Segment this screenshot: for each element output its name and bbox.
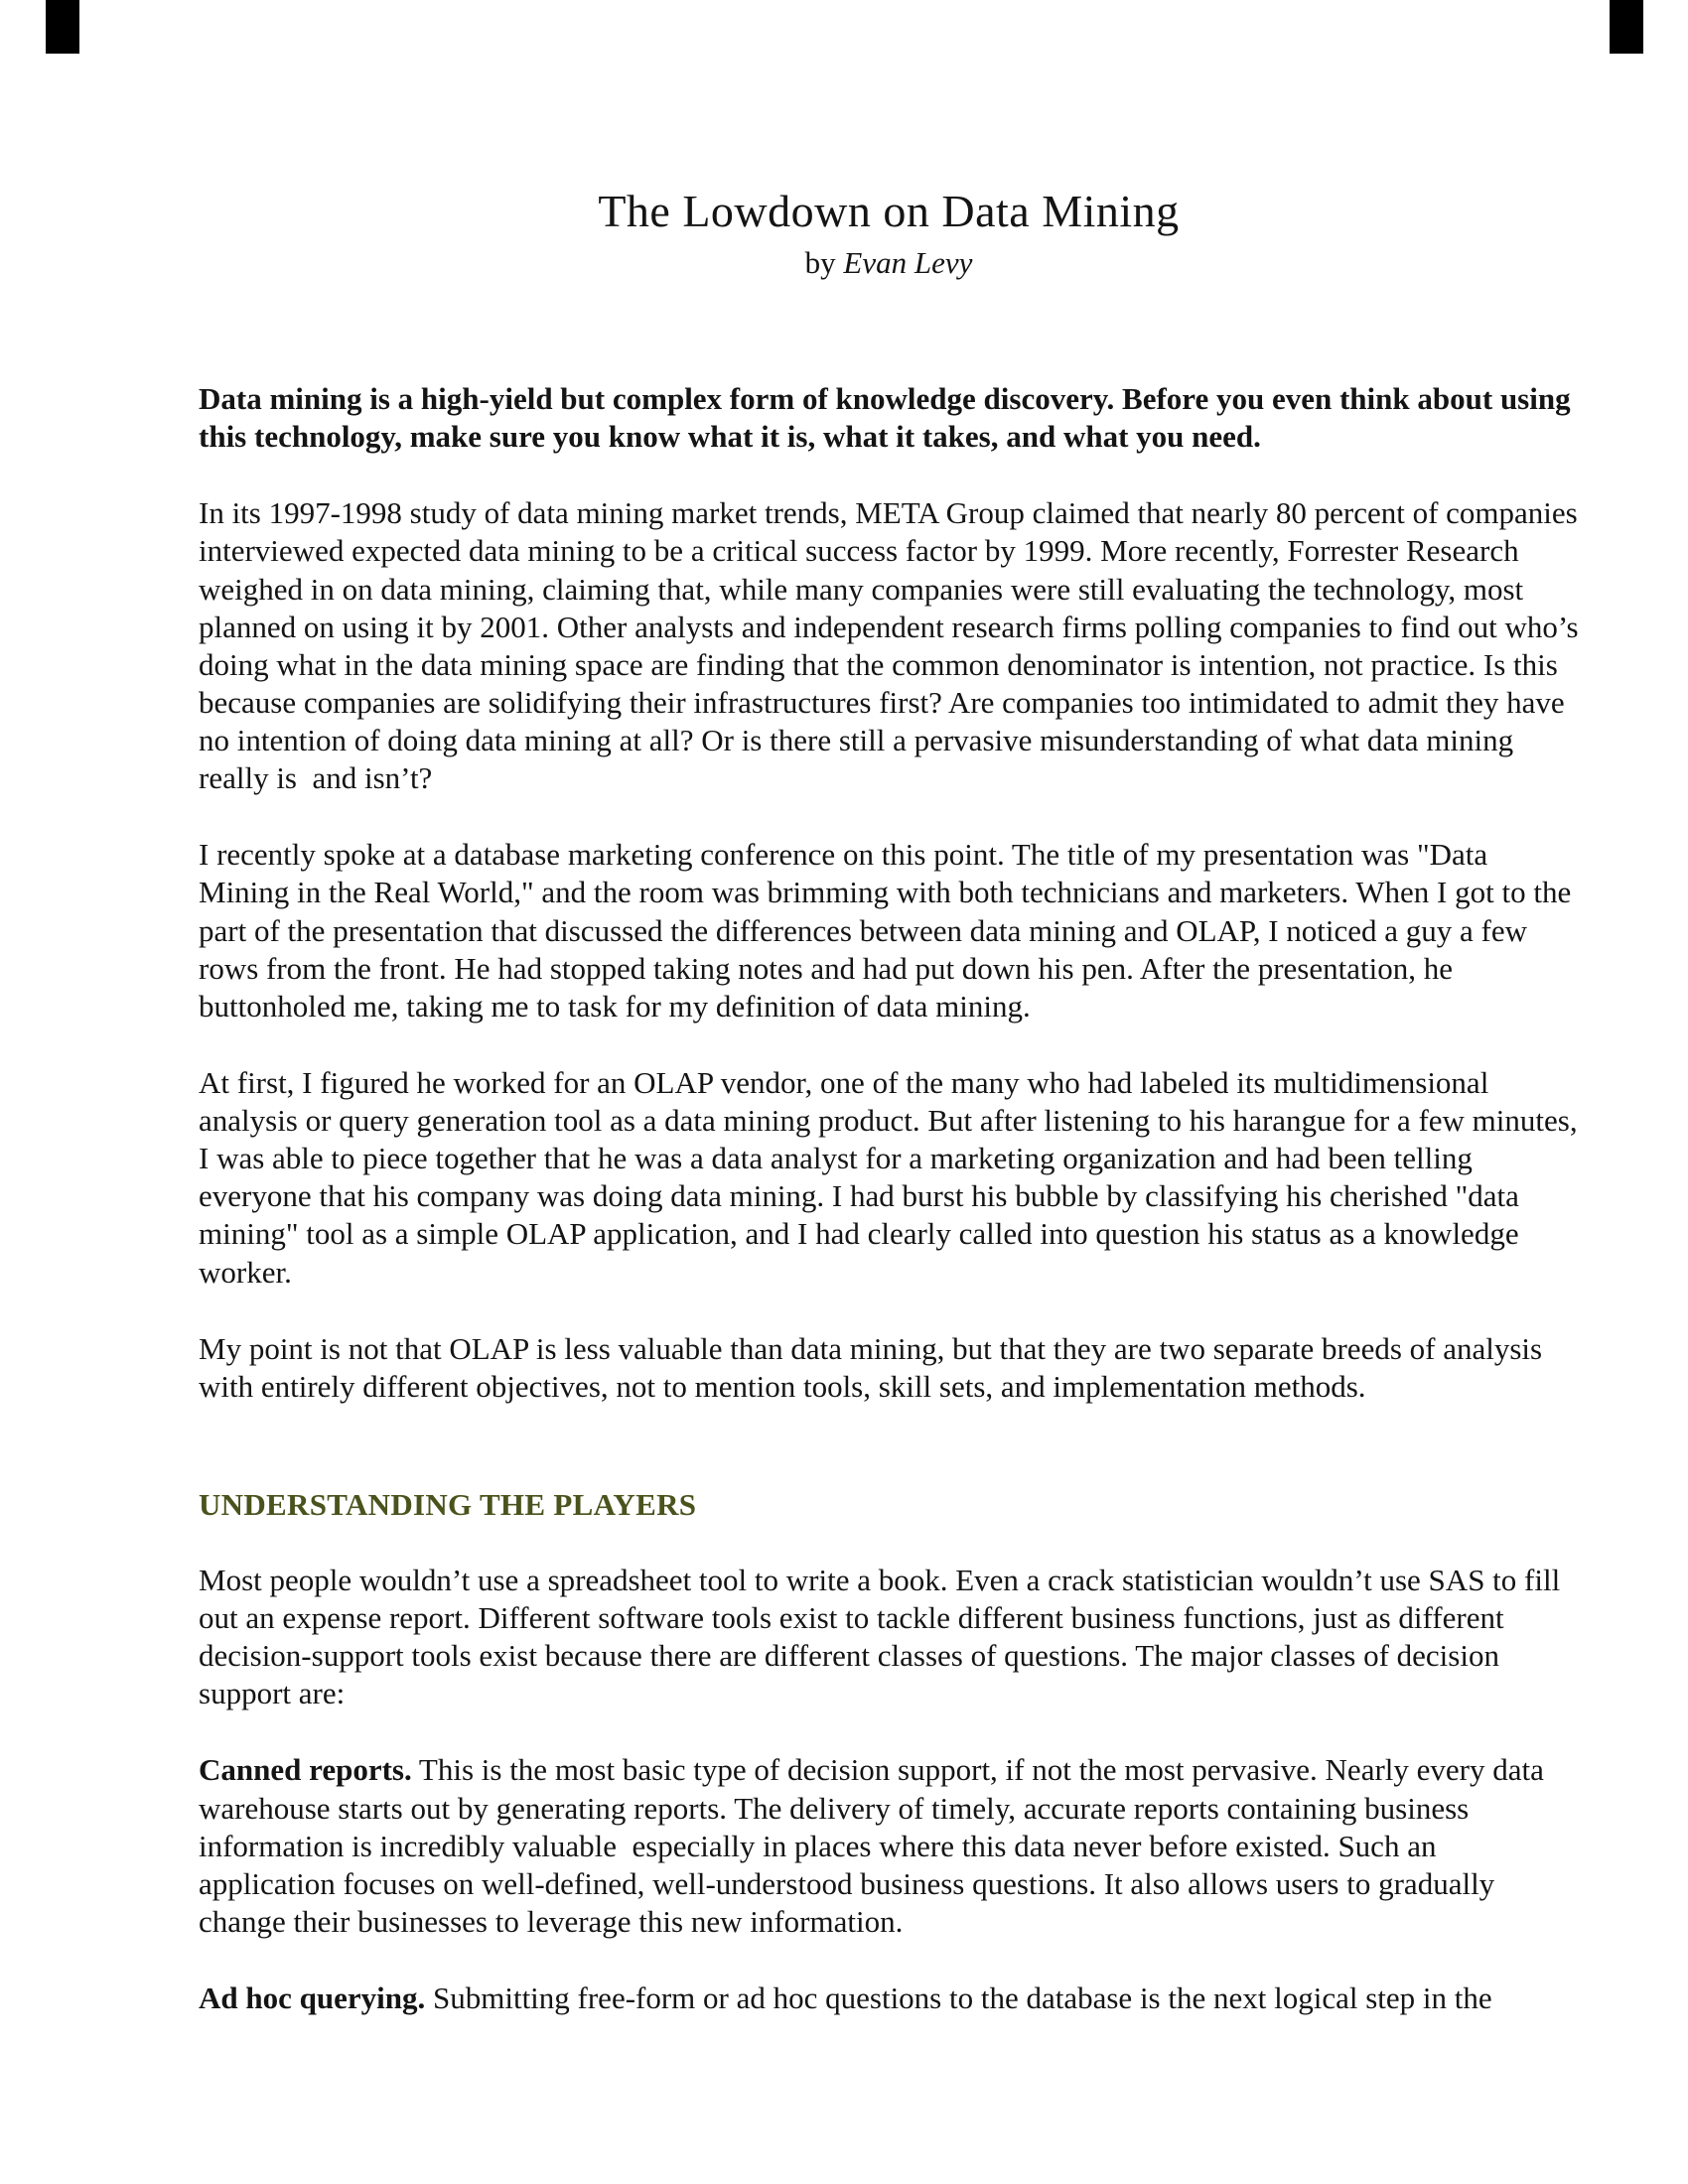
article-title: The Lowdown on Data Mining: [598, 186, 1180, 236]
paragraph-3: At first, I figured he worked for an OLAP vendor, one of the many who had labeled its multidimensional analysis or query generation tool as a data mining product. But after listening to his harangue for a few minutes, I was able to piece together that he was a data analyst for a marketing organization and had been telling everyone that his company was doing data mining. I had burst his bubble by classifying his cherished "data mining" tool as a simple OLAP application, and I had clearly called into question his status as a knowledge worker.: [199, 1064, 1578, 1290]
byline: [199, 245, 1579, 281]
section-heading-understanding-the-players: UNDERSTANDING THE PLAYERS: [199, 1486, 697, 1522]
section1-item-canned-reports: [199, 1751, 1579, 1941]
paragraph-1: In its 1997-1998 study of data mining market trends, META Group claimed that nearly 80 percent of companies interviewed expected data mining to be a critical success factor by 1999. More recently, Forrester Research weighed in on data mining, claiming that, while many companies were still evaluating the technology, most planned on using it by 2001. Other analysts and independent research firms polling companies to find out who’s doing what in the data mining space are finding that the common denominator is intention, not practice. Is this because companies are solidifying their infrastructures first? Are companies too intimidated to admit they have no intention of doing data mining at all? Or is there still a pervasive misunderstanding of what data mining really is and isn’t?: [199, 495, 1579, 796]
article-content: [199, 185, 1579, 2017]
item-text-ad-hoc-querying: Submitting free-form or ad hoc questions to the database is the next logical step in the: [425, 1980, 1492, 2015]
item-lead-ad-hoc-querying: Ad hoc querying.: [199, 1980, 426, 2015]
scan-artifact-top-right: [1610, 0, 1643, 54]
scan-artifact-top-left: [46, 0, 79, 54]
intro-paragraph: Data mining is a high-yield but complex form of knowledge discovery. Before you even think about using this technology, make sure you know what it is, what it takes, and what you need.: [199, 381, 1571, 455]
item-lead-canned-reports: Canned reports.: [199, 1752, 412, 1788]
byline-author: Evan Levy: [843, 245, 973, 280]
paragraph-2: I recently spoke at a database marketing conference on this point. The title of my presentation was "Data Mining in the Real World," and the room was brimming with both technicians and marketers. When I got to the part of the presentation that discussed the differences between data mining and OLAP, I noticed a guy a few rows from the front. He had stopped taking notes and had put down his pen. After the presentation, he buttonholed me, taking me to task for my definition of data mining.: [199, 837, 1572, 1024]
paragraph-4: My point is not that OLAP is less valuable than data mining, but that they are two separate breeds of analysis with entirely different objectives, not to mention tools, skill sets, and implementation methods.: [199, 1330, 1543, 1404]
item-text-canned-reports: This is the most basic type of decision support, if not the most pervasive. Nearly every data warehouse starts out by generating reports. The delivery of timely, accurate reports containing business information is incredibly valuable especially in places where this data never before existed. Such an application focuses on well-defined, well-understood business questions. It also allows users to gradually change their businesses to leverage this new information.: [199, 1752, 1544, 1939]
byline-prefix: by: [804, 245, 844, 280]
section1-item-ad-hoc-querying: [199, 1979, 1579, 2017]
section1-paragraph-1: Most people wouldn’t use a spreadsheet tool to write a book. Even a crack statistician wouldn’t use SAS to fill out an expense report. Different software tools exist to tackle different business functions, just as different decision-support tools exist because there are different classes of questions. The major classes of decision support are:: [199, 1562, 1561, 1711]
